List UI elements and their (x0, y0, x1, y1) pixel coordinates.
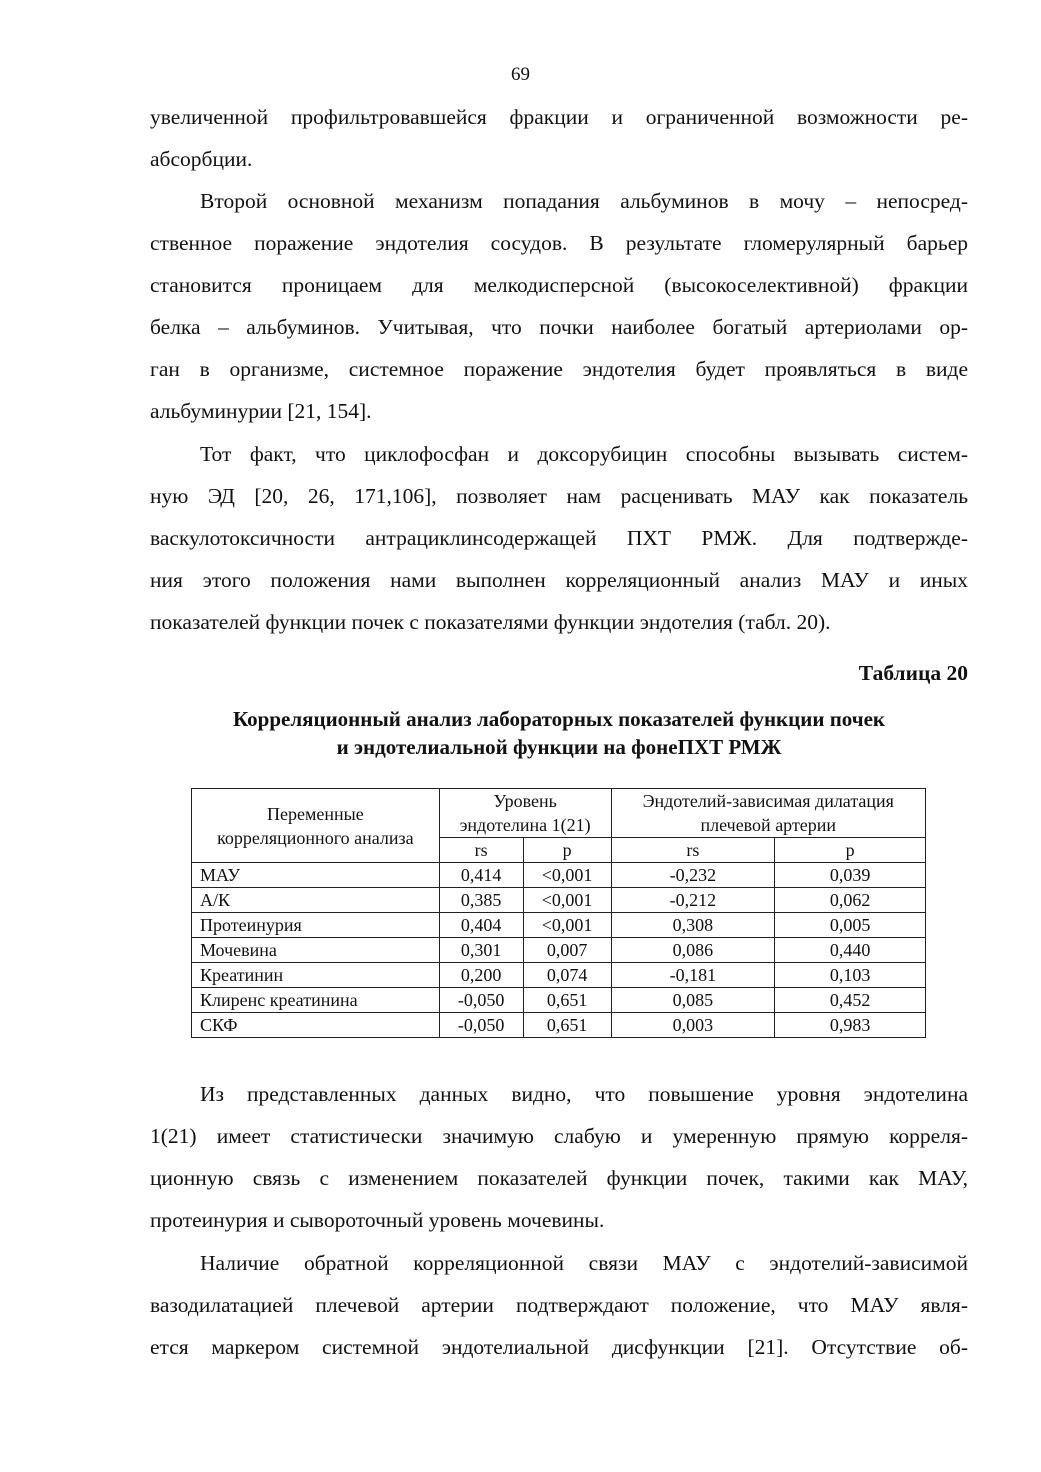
paragraph-line: становится проницаем для мелкодисперсной (высокоселективной) фракции (150, 273, 968, 297)
row-name: Протеинурия (192, 913, 440, 938)
cell-rs1: -0,050 (439, 988, 523, 1013)
cell-rs2: -0,212 (611, 888, 775, 913)
cell-rs1: 0,301 (439, 938, 523, 963)
cell-p2: 0,103 (775, 963, 926, 988)
cell-rs2: 0,086 (611, 938, 775, 963)
paragraph-line: белка – альбуминов. Учитывая, что почки наиболее богатый артериолами ор- (150, 315, 968, 339)
cell-rs2: -0,181 (611, 963, 775, 988)
header-p: p (775, 838, 926, 863)
cell-p1: <0,001 (523, 863, 611, 888)
row-name: А/К (192, 888, 440, 913)
paragraph-line: васкулотоксичности антрациклинсодержащей ПХТ РМЖ. Для подтвержде- (150, 526, 968, 550)
paragraph-line: ган в организме, системное поражение эндотелия будет проявляться в виде (150, 357, 968, 381)
paragraph-line: Из представленных данных видно, что повышение уровня эндотелина (200, 1082, 968, 1106)
table-title-line: Корреляционный анализ лабораторных показателей функции почек (232, 707, 886, 731)
paragraph-line: Тот факт, что циклофосфан и доксорубицин способны вызывать систем- (200, 442, 968, 466)
cell-p1: 0,074 (523, 963, 611, 988)
table-number: Таблица 20 (858, 661, 968, 685)
paragraph-line: абсорбции. (150, 147, 253, 171)
table-row (192, 863, 926, 888)
paragraph-line: 1(21) имеет статистически значимую слабую и умеренную прямую корреля- (150, 1124, 968, 1148)
paragraph-line: Наличие обратной корреляционной связи МАУ с эндотелий-зависимой (200, 1251, 968, 1275)
row-name: СКФ (192, 1013, 440, 1038)
cell-p1: 0,651 (523, 1013, 611, 1038)
header-rs: rs (439, 838, 523, 863)
row-name: Мочевина (192, 938, 440, 963)
table-row (192, 938, 926, 963)
paragraph-line: показателей функции почек с показателями функции эндотелия (табл. 20). (150, 610, 831, 634)
cell-rs1: 0,385 (439, 888, 523, 913)
table-row (192, 1013, 926, 1038)
paragraph-line: Второй основной механизм попадания альбуминов в мочу – непосред- (200, 189, 968, 213)
paragraph-line: ционную связь с изменением показателей функции почек, такими как МАУ, (150, 1166, 968, 1190)
header-variables: Переменные корреляционного анализа (192, 789, 440, 863)
cell-p2: 0,039 (775, 863, 926, 888)
header-endothelin: Уровень эндотелина 1(21) (439, 789, 611, 838)
cell-rs1: 0,404 (439, 913, 523, 938)
paragraph-line: увеличенной профильтровавшейся фракции и ограниченной возможности ре- (150, 105, 968, 129)
cell-rs2: 0,003 (611, 1013, 775, 1038)
table-row (192, 888, 926, 913)
table-title (150, 705, 968, 761)
paragraph-line: альбуминурии [21, 154]. (150, 399, 372, 423)
paragraph-line: ную ЭД [20, 26, 171,106], позволяет нам расценивать МАУ как показатель (150, 484, 968, 508)
cell-p2: 0,452 (775, 988, 926, 1013)
table-row (192, 963, 926, 988)
cell-p2: 0,983 (775, 1013, 926, 1038)
cell-p2: 0,062 (775, 888, 926, 913)
table-row (192, 913, 926, 938)
row-name: МАУ (192, 863, 440, 888)
header-dilatation: Эндотелий-зависимая дилатация плечевой артерии (611, 789, 925, 838)
cell-p1: <0,001 (523, 888, 611, 913)
cell-rs1: 0,200 (439, 963, 523, 988)
paragraph-line: вазодилатацией плечевой артерии подтверждают положение, что МАУ явля- (150, 1293, 968, 1317)
paragraph-line: ния этого положения нами выполнен корреляционный анализ МАУ и иных (150, 568, 968, 592)
cell-rs2: 0,308 (611, 913, 775, 938)
cell-p2: 0,005 (775, 913, 926, 938)
row-name: Клиренс креатинина (192, 988, 440, 1013)
table-row (192, 988, 926, 1013)
correlation-table (191, 788, 926, 1038)
cell-rs2: -0,232 (611, 863, 775, 888)
table-title-line: и эндотелиальной функции на фонеПХТ РМЖ (336, 735, 782, 759)
paragraph-line: ется маркером системной эндотелиальной дисфункции [21]. Отсутствие об- (150, 1335, 968, 1359)
paragraph-line: ственное поражение эндотелия сосудов. В результате гломерулярный барьер (150, 231, 968, 255)
page-number: 69 (511, 64, 530, 85)
header-p: p (523, 838, 611, 863)
row-name: Креатинин (192, 963, 440, 988)
header-rs: rs (611, 838, 775, 863)
cell-rs1: -0,050 (439, 1013, 523, 1038)
paragraph-line: протеинурия и сывороточный уровень мочевины. (150, 1208, 605, 1232)
cell-p1: 0,007 (523, 938, 611, 963)
cell-p2: 0,440 (775, 938, 926, 963)
cell-rs2: 0,085 (611, 988, 775, 1013)
cell-p1: <0,001 (523, 913, 611, 938)
cell-p1: 0,651 (523, 988, 611, 1013)
cell-rs1: 0,414 (439, 863, 523, 888)
